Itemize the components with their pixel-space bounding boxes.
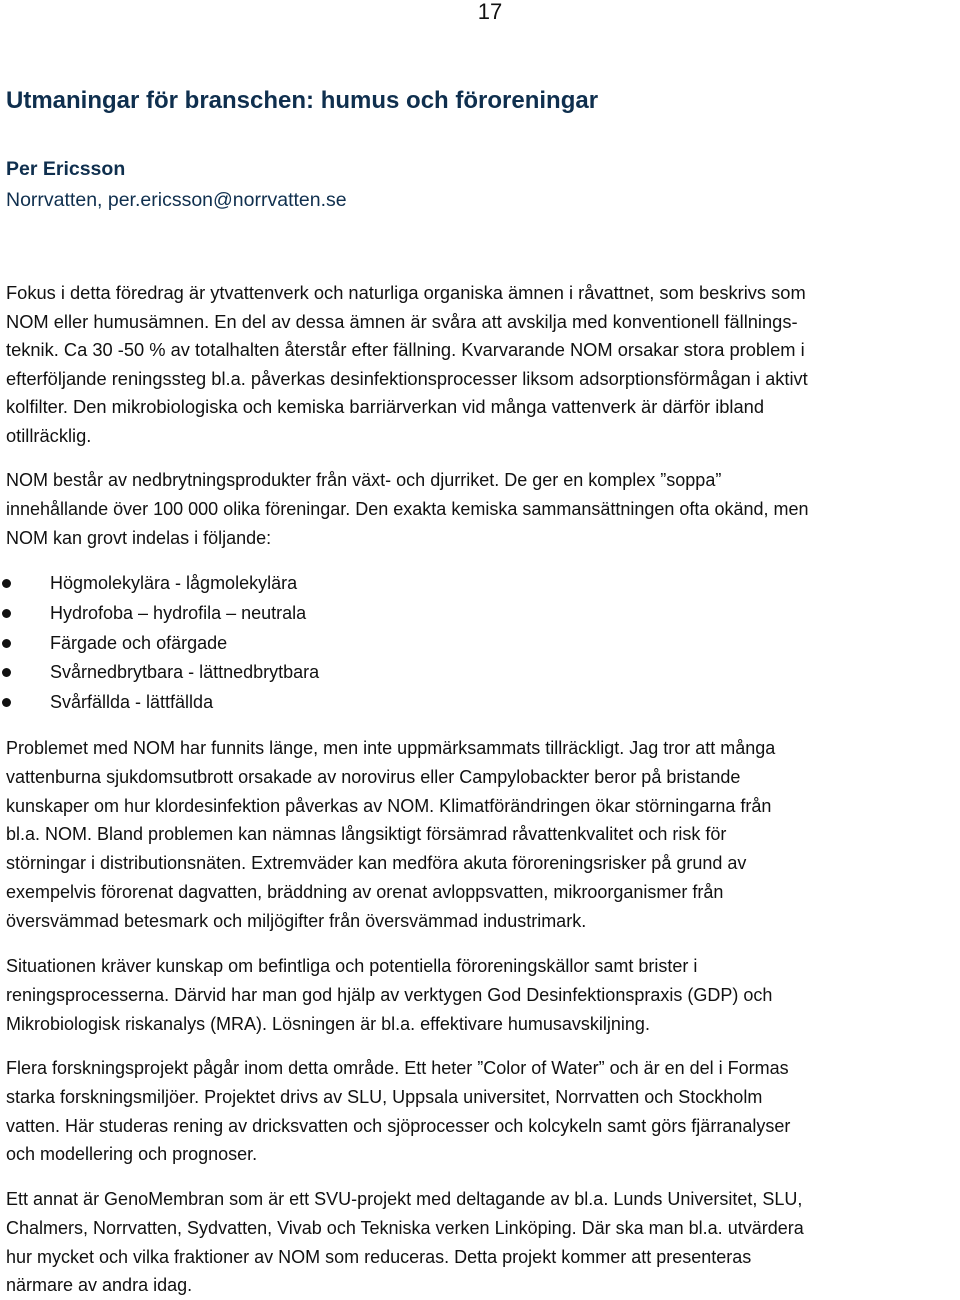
author-affiliation: Norrvatten, per.ericsson@norrvatten.se bbox=[6, 189, 347, 211]
bullet-icon bbox=[2, 579, 11, 588]
problem-paragraph bbox=[6, 734, 960, 936]
list-item-text: Svårfällda - lättfällda bbox=[50, 692, 214, 713]
nom-paragraph bbox=[6, 466, 960, 552]
text-line: Ett annat är GenoMembran som är ett SVU-projekt med deltagande av bl.a. Lunds Universitet, SLU, bbox=[6, 1189, 803, 1209]
list-item bbox=[0, 599, 319, 629]
text-line: reningsprocesserna. Därvid har man god hjälp av verktygen God Desinfektionspraxis (GDP) och bbox=[6, 984, 773, 1005]
text-line: bl.a. NOM. Bland problemen kan nämnas långsiktigt försämrad råvattenkvalitet och risk för bbox=[6, 824, 727, 845]
list-item-text: Färgade och ofärgade bbox=[50, 632, 228, 653]
research-paragraph bbox=[6, 1054, 960, 1169]
text-line: Fokus i detta föredrag är ytvattenverk och naturliga organiska ämnen i råvattnet, som beskrivs som bbox=[6, 282, 806, 303]
page-title: Utmaningar för branschen: humus och föroreningar bbox=[6, 87, 599, 114]
bullet-icon bbox=[2, 609, 11, 618]
text-line: NOM kan grovt indelas i följande: bbox=[6, 527, 272, 548]
list-item bbox=[0, 688, 319, 718]
intro-paragraph bbox=[6, 279, 960, 450]
text-line: Chalmers, Norrvatten, Sydvatten, Vivab och Tekniska verken Linköping. Där ska man bl.a. utvärdera bbox=[6, 1217, 804, 1238]
text-line: Flera forskningsprojekt pågår inom detta område. Ett heter ”Color of Water” och är en del i Formas bbox=[6, 1058, 789, 1078]
text-line: vatten. Här studeras rening av dricksvatten och sjöprocesser och kolcykeln samt görs fjärranalyser bbox=[6, 1115, 791, 1136]
text-line: innehållande över 100 000 olika föreningar. Den exakta kemiska sammansättningen ofta okänd, men bbox=[6, 498, 809, 519]
page-number: 17 bbox=[477, 0, 503, 24]
text-line: vattenburna sjukdomsutbrott orsakade av norovirus eller Campylobackter beror på bristande bbox=[6, 766, 741, 787]
text-line: kunskaper om hur klordesinfektion påverkas av NOM. Klimatförändringen ökar störningarna från bbox=[6, 795, 772, 816]
situation-paragraph bbox=[6, 952, 960, 1038]
text-line: otillräcklig. bbox=[6, 424, 92, 446]
text-line: Situationen kräver kunskap om befintliga och potentiella föroreningskällor samt brister i bbox=[6, 956, 698, 976]
text-line: översvämmad betesmark och miljögifter från översvämmad industrimark. bbox=[6, 910, 587, 931]
text-line: kolfilter. Den mikrobiologiska och kemiska barriärverkan vid många vattenverk är därför ibland bbox=[6, 396, 764, 417]
text-line: Problemet med NOM har funnits länge, men inte uppmärksammats tillräckligt. Jag tror att många bbox=[6, 738, 776, 758]
text-line: starka forskningsmiljöer. Projektet drivs av SLU, Uppsala universitet, Norrvatten och Stockholm bbox=[6, 1086, 763, 1107]
bullet-icon bbox=[2, 668, 11, 677]
text-line: och modellering och prognoser. bbox=[6, 1144, 258, 1165]
list-item bbox=[0, 629, 319, 659]
nom-classification-list bbox=[0, 569, 319, 718]
text-line: efterföljande reningssteg bl.a. påverkas desinfektionsprocesser liksom adsorptionsförmågan i aktivt bbox=[6, 367, 808, 389]
text-line: Mikrobiologisk riskanalys (MRA). Lösningen är bl.a. effektivare humusavskiljning. bbox=[6, 1013, 650, 1034]
text-line: NOM består av nedbrytningsprodukter från växt- och djurriket. De ger en komplex ”soppa” bbox=[6, 470, 722, 490]
bullet-icon bbox=[2, 639, 11, 648]
list-item-text: Hydrofoba – hydrofila – neutrala bbox=[50, 602, 307, 623]
author-name: Per Ericsson bbox=[6, 158, 126, 180]
text-line: NOM eller humusämnen. En del av dessa ämnen är svåra att avskilja med konventionell fällnings- bbox=[6, 310, 798, 332]
text-line: störningar i distributionsnäten. Extremväder kan medföra akuta föroreningsrisker på grund av bbox=[6, 853, 747, 874]
list-item-text: Högmolekylära - lågmolekylära bbox=[50, 573, 298, 593]
list-item-text: Svårnedbrytbara - lättnedbrytbara bbox=[50, 662, 320, 683]
bullet-icon bbox=[2, 698, 11, 707]
genomembran-paragraph bbox=[6, 1185, 960, 1300]
text-line: exempelvis förorenat dagvatten, bräddning av orenat avloppsvatten, mikroorganismer från bbox=[6, 881, 724, 902]
author-block bbox=[6, 154, 347, 216]
text-line: teknik. Ca 30 -50 % av totalhalten återstår efter fällning. Kvarvarande NOM orsakar stora problem i bbox=[6, 339, 805, 360]
list-item bbox=[0, 658, 319, 688]
list-item bbox=[0, 569, 319, 599]
text-line: närmare av andra idag. bbox=[6, 1275, 193, 1296]
text-line: hur mycket och vilka fraktioner av NOM som reduceras. Detta projekt kommer att presenteras bbox=[6, 1246, 752, 1267]
